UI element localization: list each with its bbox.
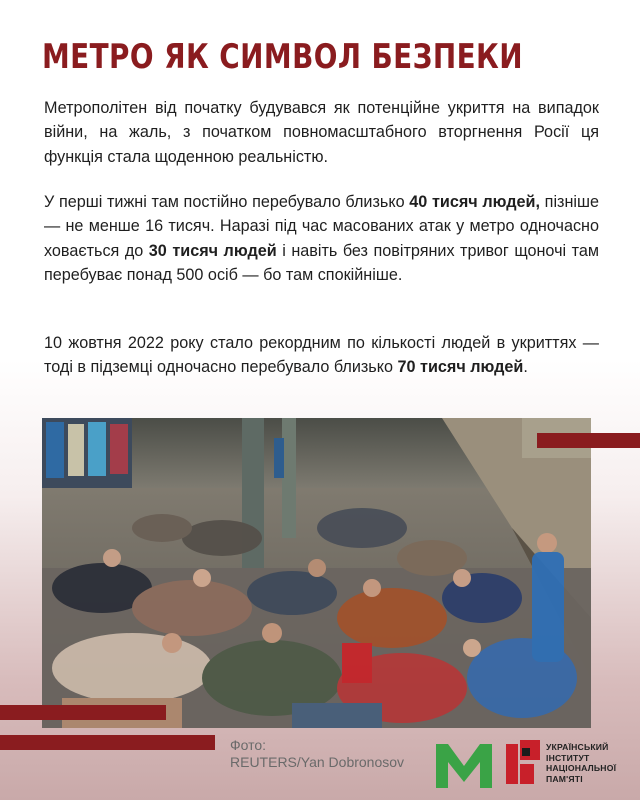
photo-credit <box>230 737 404 771</box>
paragraph-statistics <box>44 190 599 288</box>
institute-logo-icon <box>506 740 540 786</box>
paragraph-record <box>44 331 599 380</box>
accent-bar <box>537 433 640 448</box>
accent-bar <box>0 735 215 750</box>
institute-name <box>546 742 636 784</box>
paragraph-text: пізніше — не менше 16 тисяч. Наразі під час масованих атак у метро одночасно ховається до <box>44 193 599 260</box>
highlight-30k: 30 тисяч людей <box>148 241 277 260</box>
institute-name-line: НАЦІОНАЛЬНОЇ <box>546 763 617 773</box>
paragraph-intro: Метрополітен від початку будувався як потенційне укриття на випадок війни, на жаль, з початком повномасштабного вторгнення Росії ця функція стала щоденною реальністю. <box>44 99 599 166</box>
kyiv-metro-logo-icon <box>432 740 496 790</box>
accent-bar <box>0 705 166 720</box>
paragraph-text: 10 жовтня 2022 року стало рекордним по кількості людей в укриттях — тоді в підземці одночасно перебувало близько <box>44 334 599 377</box>
photo-credit-label: Фото: <box>230 737 267 753</box>
paragraph-text: . <box>523 358 528 377</box>
highlight-40k: 40 тисяч людей, <box>409 193 540 211</box>
institute-name-line: ІНСТИТУТ <box>546 752 590 763</box>
institute-name-line: УКРАЇНСЬКИЙ <box>546 742 609 752</box>
highlight-70k: 70 тисяч людей <box>397 358 524 377</box>
paragraph-text: і навіть без повітряних тривог щоночі там перебуває понад 500 осіб — бо там спокійніше. <box>44 241 599 285</box>
institute-name-line: ПАМ'ЯТІ <box>546 773 583 784</box>
paragraph-text: У перші тижні там постійно перебувало близько <box>44 193 410 211</box>
page-title: МЕТРО ЯК СИМВОЛ БЕЗПЕКИ <box>42 37 523 77</box>
photo-credit-source: REUTERS/Yan Dobronosov <box>230 754 405 770</box>
metro-shelter-photo <box>42 418 591 728</box>
